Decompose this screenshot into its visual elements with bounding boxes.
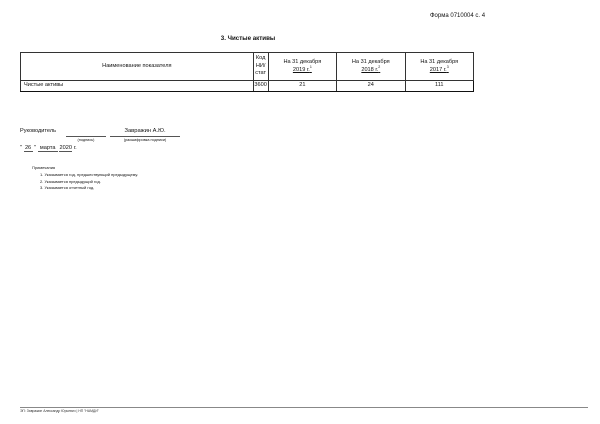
signing-date: " 26 " марта 2020 г. [20, 145, 77, 151]
footer-divider [20, 407, 588, 408]
row-value-2017: 111 [405, 81, 473, 92]
row-code: 3600 [253, 81, 268, 92]
header-year-3: На 31 декабря 2017 г.$^3$ [405, 53, 473, 81]
date-day: 26 [24, 145, 32, 151]
date-year: 2020 [59, 145, 72, 151]
signer-name: Завражин А.Ю. [124, 128, 166, 134]
row-value-2019: 21 [268, 81, 336, 92]
net-assets-table [20, 52, 474, 92]
header-year-1: На 31 декабря 2019 г.$^1$ [268, 53, 336, 81]
row-value-2018: 24 [337, 81, 405, 92]
notes-title: Примечания [32, 165, 56, 170]
table-header-row [21, 53, 474, 81]
header-code: Код НИ/ стат [253, 53, 268, 81]
notes-list [32, 172, 138, 192]
signer-name-caption: (расшифровка подписи) [123, 138, 167, 142]
date-month: марта [38, 145, 58, 152]
signature-caption: (подпись) [77, 138, 95, 142]
list-item: 1. Указывается год, предшествующий предыдущему. [40, 171, 139, 177]
list-item: 2. Указывается предыдущий год. [40, 178, 101, 184]
signature-line [66, 136, 106, 137]
row-name: Чистые активы [21, 81, 254, 92]
header-name: Наименование показателя [21, 53, 254, 81]
form-code: Форма 0710004 с. 4 [430, 13, 486, 19]
notes [32, 165, 138, 192]
list-item: 3. Указывается отчетный год. [40, 185, 95, 191]
header-year-2: На 31 декабря 2018 г.$^2$ [337, 53, 405, 81]
signer-name-line [110, 136, 180, 137]
section-title: 3. Чистые активы [220, 35, 276, 42]
signature-label: Руководитель [20, 128, 57, 134]
footer-signature-info: ЭП: Завражин Александр Юрьевич | НП "НАМДИ" [20, 409, 99, 413]
table-row [21, 81, 474, 92]
